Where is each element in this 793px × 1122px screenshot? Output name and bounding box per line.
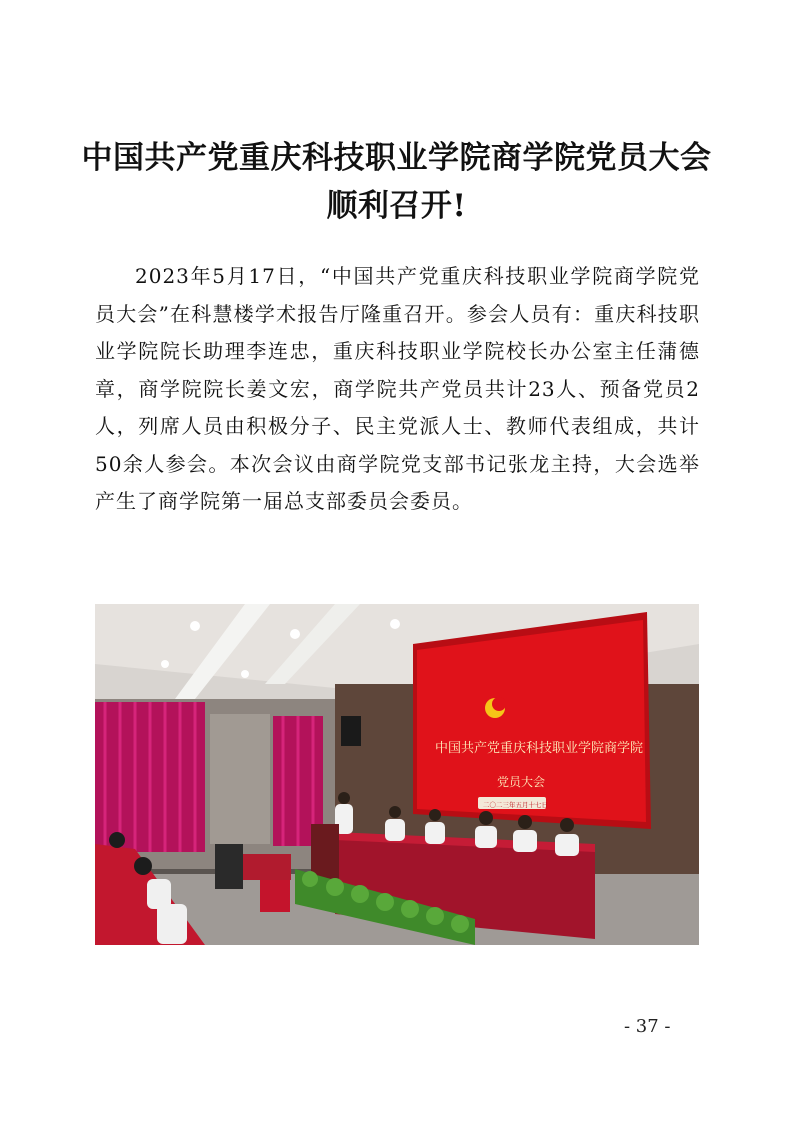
article-title-line-2: 顺利召开!: [326, 188, 467, 224]
page-number: - 37 -: [624, 1016, 671, 1037]
article-title-line-1: 中国共产党重庆科技职业学院商学院党员大会: [81, 140, 712, 176]
screen-date: 二〇二三年五月十七日: [483, 801, 548, 809]
meeting-photo-illustration: [95, 604, 699, 945]
article-paragraph: 2023年5月17日，“中国共产党重庆科技职业学院商学院党员大会”在科慧楼学术报告厅隆重召开。参会人员有：重庆科技职业学院院长助理李连忠，重庆科技职业学院校长办公室主任蒲德章，商学院院长姜文宏，商学院共产党员共计23人、预备党员2人，列席人员由积极分子、民主党派人士、教师代表组成，共计50余人参会。本次会议由商学院党支部书记张龙主持，大会选举产生了商学院第一届总支部委员会委员。: [95, 264, 700, 513]
meeting-photo: [95, 604, 699, 945]
screen-subtitle: 党员大会: [497, 775, 546, 789]
screen-title: 中国共产党重庆科技职业学院商学院: [435, 741, 644, 756]
